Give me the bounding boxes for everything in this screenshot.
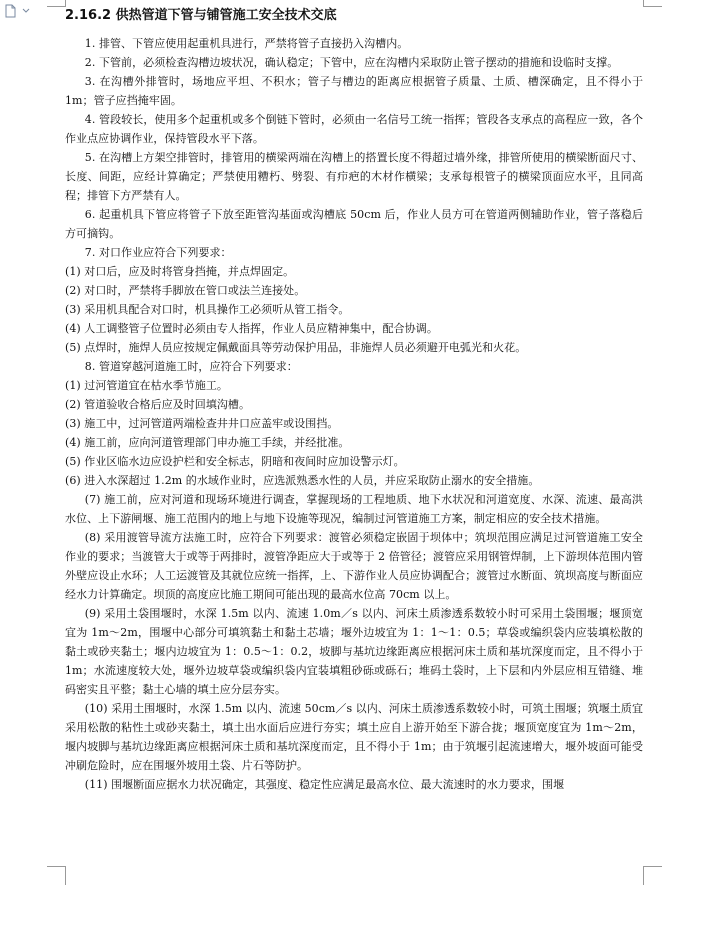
paragraph: (1) 过河管道宜在枯水季节施工。 xyxy=(65,379,228,392)
paragraph: (3) 施工中，过河管道两端检查井井口应盖牢或设围挡。 xyxy=(65,417,339,430)
paragraph: 1. 排管、下管应使用起重机具进行，严禁将管子直接扔入沟槽内。 xyxy=(84,37,409,50)
paragraph: (1) 对口后，应及时将管身挡掩，并点焊固定。 xyxy=(65,265,295,278)
paragraph: (4) 施工前，应向河道管理部门申办施工手续，并经批准。 xyxy=(65,436,350,449)
page-corner-mark-bottom-left xyxy=(47,866,66,885)
paragraph: 3. 在沟槽外排管时，场地应平坦、不积水；管子与槽边的距离应根据管子质量、土质、槽深确定，且不得小于 1m；管子应挡掩牢固。 xyxy=(65,75,643,107)
paragraph-list xyxy=(65,34,643,794)
paragraph: (2) 管道验收合格后应及时回填沟槽。 xyxy=(65,398,251,411)
paragraph: (5) 点焊时，施焊人员应按规定佩戴面具等劳动保护用品，非施焊人员必须避开电弧光和火花。 xyxy=(65,341,527,354)
paragraph: 4. 管段较长，使用多个起重机或多个倒链下管时，必须由一名信号工统一指挥；管段各支承点的高程应一致，各个作业点应协调作业，保持管段水平下落。 xyxy=(65,113,643,145)
paragraph: 8. 管道穿越河道施工时，应符合下列要求： xyxy=(84,360,298,373)
paragraph: 2. 下管前，必须检查沟槽边坡状况，确认稳定；下管中，应在沟槽内采取防止管子摆动的措施和设临时支撑。 xyxy=(84,56,619,69)
section-title: 2.16.2 供热管道下管与铺管施工安全技术交底 xyxy=(65,8,337,23)
paragraph: (3) 采用机具配合对口时，机具操作工必须听从管工指令。 xyxy=(65,303,350,316)
page-corner-mark-bottom-right xyxy=(643,866,662,885)
paragraph: (9) 采用土袋围堰时，水深 1.5m 以内、流速 1.0m／s 以内、河床土质渗透系数较小时可采用土袋围堰；堰顶宽宜为 1m～2m，围堰中心部分可填筑黏土和黏土芯墙；堰外边坡宜为 1：1～1：0.5；草袋或编织袋内应装填松散的黏土或砂夹黏土；堰内边坡宜为 1：0.5～1：0.2，坡脚与基坑边缘距离应根据河床土质和基坑深度而定，且不得小于 1m；水流速度较大处，堰外边坡草袋或编织袋内宜装填粗砂砾或砾石；堆码土袋时，上下层和内外层应相互错缝、堆码密实且平整；黏土心墙的填土应分层夯实。 xyxy=(65,607,643,696)
paragraph: (7) 施工前，应对河道和现场环境进行调查，掌握现场的工程地质、地下水状况和河道宽度、水深、流速、最高洪水位、上下游闸堰、施工范围内的地上与地下设施等现况，编制过河管道施工方案，制定相应的安全技术措施。 xyxy=(65,493,643,525)
document-icon[interactable] xyxy=(4,4,34,18)
paragraph: (5) 作业区临水边应设护栏和安全标志，阴暗和夜间时应加设警示灯。 xyxy=(65,455,405,468)
paragraph: 5. 在沟槽上方架空排管时，排管用的横梁两端在沟槽上的搭置长度不得超过墙外缘，排管所使用的横梁断面尺寸、长度、间距，应经计算确定；严禁使用糟朽、劈裂、有疖疤的木材作横梁；支承每根管子的横梁顶面应水平，且同高程；排管下方严禁有人。 xyxy=(65,151,643,202)
paragraph: 7. 对口作业应符合下列要求： xyxy=(84,246,232,259)
paragraph: (10) 采用土围堰时，水深 1.5m 以内、流速 50cm／s 以内、河床土质渗透系数较小时，可筑土围堰；筑堰土质宜采用松散的粘性土或砂夹黏土，填土出水面后应进行夯实；填土应自上游开始至下游合拢；堰顶宽度宜为 1m～2m，堰内坡脚与基坑边缘距离应根据河床土质和基坑深度而定，且不得小于 1m；由于筑堰引起流速增大，堰外坡面可能受冲刷危险时，应在围堰外坡用土袋、片石等防护。 xyxy=(65,702,643,772)
page-corner-mark-top-right xyxy=(643,0,662,7)
paragraph: (8) 采用渡管导流方法施工时，应符合下列要求：渡管必须稳定嵌固于坝体中；筑坝范围应满足过河管道施工安全作业的要求；当渡管大于或等于两排时，渡管净距应大于或等于 2 倍管径；渡管应采用钢管焊制，上下游坝体范围内管外壁应设止水环；人工运渡管及其就位应统一指挥，上、下游作业人员应协调配合；渡管过水断面、筑坝高度与断面应经水力计算确定。坝顶的高度应比施工期间可能出现的最高水位高 70cm 以上。 xyxy=(65,531,643,601)
paragraph: (2) 对口时，严禁将手脚放在管口或法兰连接处。 xyxy=(65,284,306,297)
page-corner-mark-top-left xyxy=(47,0,66,7)
document-body xyxy=(65,6,643,794)
paragraph: (6) 进入水深超过 1.2m 的水域作业时，应选派熟悉水性的人员，并应采取防止溺水的安全措施。 xyxy=(65,474,540,487)
paragraph: 6. 起重机具下管应将管子下放至距管沟基面或沟槽底 50cm 后，作业人员方可在管道两侧辅助作业，管子落稳后方可摘钩。 xyxy=(65,208,643,240)
paragraph: (11) 围堰断面应据水力状况确定，其强度、稳定性应满足最高水位、最大流速时的水力要求，围堰 xyxy=(84,778,565,791)
paragraph: (4) 人工调整管子位置时必须由专人指挥，作业人员应精神集中，配合协调。 xyxy=(65,322,438,335)
